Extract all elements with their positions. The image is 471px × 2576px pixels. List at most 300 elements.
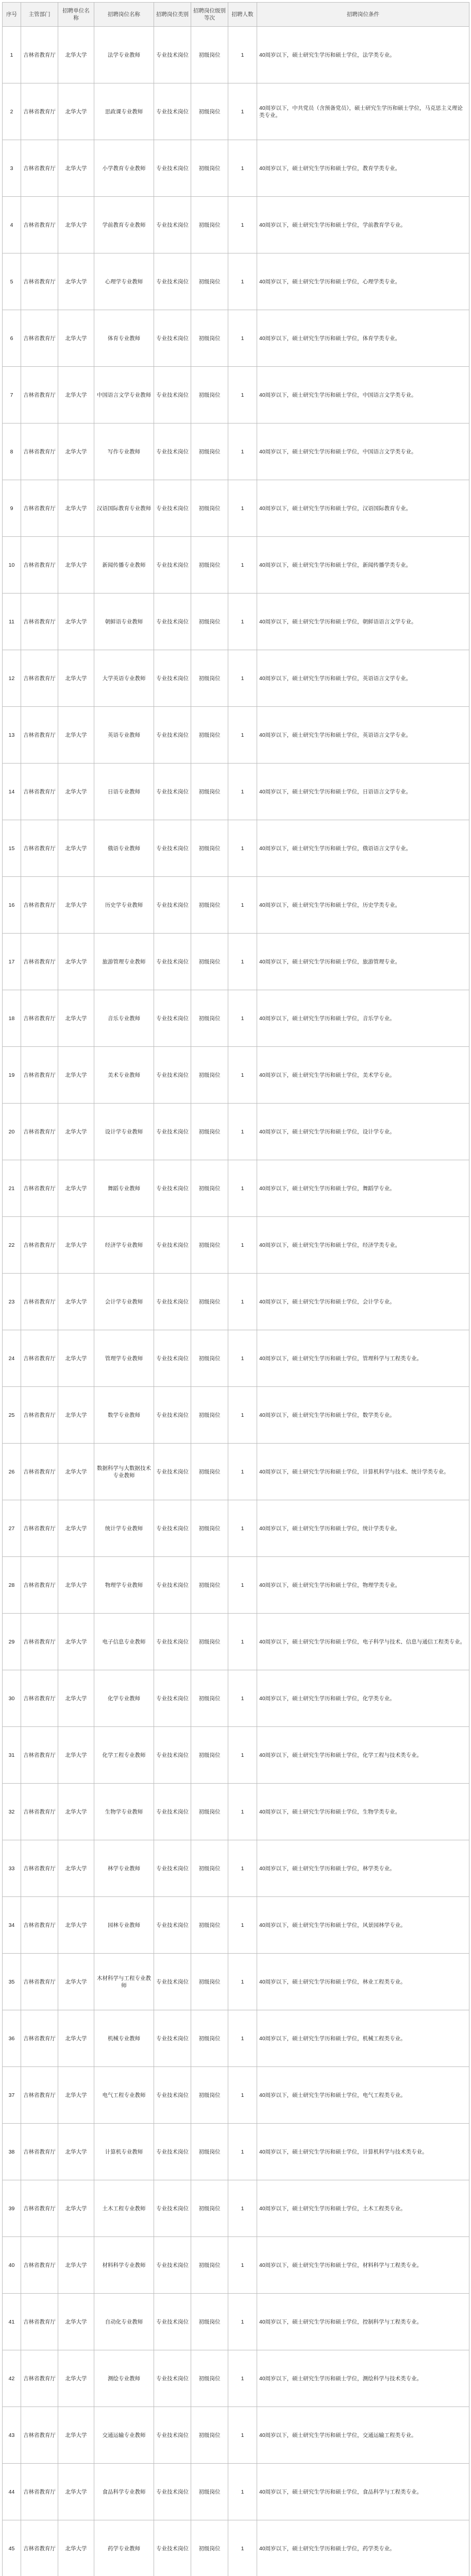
table-row (3, 2464, 469, 2520)
cell-category: 专业技术岗位 (154, 2237, 191, 2294)
cell-count: 1 (228, 2520, 257, 2576)
cell-category: 专业技术岗位 (154, 877, 191, 934)
cell-count: 1 (228, 140, 257, 197)
cell-unit: 北华大学 (58, 820, 94, 877)
cell-level: 初级岗位 (191, 2294, 228, 2350)
cell-requirements: 40周岁以下，硕士研究生学历和硕士学位，汉语国际教育专业。 (257, 480, 469, 537)
cell-category: 专业技术岗位 (154, 1500, 191, 1557)
cell-unit: 北华大学 (58, 1500, 94, 1557)
table-row (3, 423, 469, 480)
cell-requirements: 40周岁以下，硕士研究生学历和硕士学位，电气工程类专业。 (257, 2067, 469, 2124)
cell-post: 新闻传播专业教师 (94, 537, 154, 594)
cell-no: 5 (3, 253, 21, 310)
cell-unit: 北华大学 (58, 367, 94, 423)
cell-requirements: 40周岁以下，硕士研究生学历和硕士学位，交通运输工程类专业。 (257, 2407, 469, 2464)
cell-category: 专业技术岗位 (154, 594, 191, 650)
cell-no: 8 (3, 423, 21, 480)
cell-count: 1 (228, 2010, 257, 2067)
table-row (3, 1670, 469, 1727)
cell-unit: 北华大学 (58, 140, 94, 197)
table-row (3, 1727, 469, 1784)
cell-post: 大学英语专业教师 (94, 650, 154, 707)
cell-no: 13 (3, 707, 21, 764)
cell-level: 初级岗位 (191, 1160, 228, 1217)
cell-dept: 吉林省教育厅 (21, 1840, 58, 1897)
table-row (3, 2067, 469, 2124)
cell-unit: 北华大学 (58, 423, 94, 480)
cell-count: 1 (228, 480, 257, 537)
cell-requirements: 40周岁以下，硕士研究生学历和硕士学位，教育学类专业。 (257, 140, 469, 197)
cell-post: 会计学专业教师 (94, 1274, 154, 1330)
cell-post: 机械专业教师 (94, 2010, 154, 2067)
cell-unit: 北华大学 (58, 197, 94, 253)
cell-count: 1 (228, 934, 257, 990)
table-row (3, 1444, 469, 1500)
cell-unit: 北华大学 (58, 1954, 94, 2010)
cell-unit: 北华大学 (58, 1330, 94, 1387)
cell-no: 29 (3, 1614, 21, 1670)
cell-category: 专业技术岗位 (154, 2180, 191, 2237)
table-row (3, 1840, 469, 1897)
cell-requirements: 40周岁以下，硕士研究生学历和硕士学位，统计学类专业。 (257, 1500, 469, 1557)
cell-requirements: 40周岁以下，硕士研究生学历和硕士学位，测绘科学与技术类专业。 (257, 2350, 469, 2407)
cell-count: 1 (228, 1330, 257, 1387)
table-row (3, 2180, 469, 2237)
cell-post: 木材科学与工程专业教师 (94, 1954, 154, 2010)
cell-post: 美术专业教师 (94, 1047, 154, 1104)
cell-category: 专业技术岗位 (154, 1897, 191, 1954)
cell-unit: 北华大学 (58, 2464, 94, 2520)
cell-unit: 北华大学 (58, 1387, 94, 1444)
cell-level: 初级岗位 (191, 1897, 228, 1954)
cell-count: 1 (228, 1160, 257, 1217)
cell-post: 心理学专业教师 (94, 253, 154, 310)
cell-no: 14 (3, 764, 21, 820)
cell-post: 计算机专业教师 (94, 2124, 154, 2180)
cell-requirements: 40周岁以下，硕士研究生学历和硕士学位，新闻传播学类专业。 (257, 537, 469, 594)
cell-dept: 吉林省教育厅 (21, 2520, 58, 2576)
cell-requirements: 40周岁以下，硕士研究生学历和硕士学位，学前教育学专业。 (257, 197, 469, 253)
cell-count: 1 (228, 1897, 257, 1954)
cell-level: 初级岗位 (191, 1784, 228, 1840)
cell-count: 1 (228, 1104, 257, 1160)
cell-unit: 北华大学 (58, 27, 94, 83)
cell-level: 初级岗位 (191, 253, 228, 310)
cell-dept: 吉林省教育厅 (21, 2407, 58, 2464)
cell-level: 初级岗位 (191, 707, 228, 764)
cell-requirements: 40周岁以下，硕士研究生学历和硕士学位，化学类专业。 (257, 1670, 469, 1727)
cell-level: 初级岗位 (191, 2407, 228, 2464)
cell-level: 初级岗位 (191, 1500, 228, 1557)
cell-dept: 吉林省教育厅 (21, 1160, 58, 1217)
cell-no: 23 (3, 1274, 21, 1330)
cell-level: 初级岗位 (191, 2350, 228, 2407)
cell-count: 1 (228, 423, 257, 480)
cell-dept: 吉林省教育厅 (21, 820, 58, 877)
cell-post: 俄语专业教师 (94, 820, 154, 877)
cell-unit: 北华大学 (58, 2237, 94, 2294)
cell-category: 专业技术岗位 (154, 934, 191, 990)
cell-unit: 北华大学 (58, 1047, 94, 1104)
cell-count: 1 (228, 253, 257, 310)
cell-requirements: 40周岁以下，硕士研究生学历和硕士学位，会计学专业。 (257, 1274, 469, 1330)
cell-no: 24 (3, 1330, 21, 1387)
cell-count: 1 (228, 1217, 257, 1274)
cell-dept: 吉林省教育厅 (21, 140, 58, 197)
table-row (3, 1954, 469, 2010)
cell-dept: 吉林省教育厅 (21, 877, 58, 934)
cell-count: 1 (228, 764, 257, 820)
cell-level: 初级岗位 (191, 1954, 228, 2010)
cell-category: 专业技术岗位 (154, 2010, 191, 2067)
header-count: 招聘人数 (228, 3, 257, 27)
cell-no: 18 (3, 990, 21, 1047)
cell-level: 初级岗位 (191, 1557, 228, 1614)
cell-post: 英语专业教师 (94, 707, 154, 764)
cell-category: 专业技术岗位 (154, 1217, 191, 1274)
cell-dept: 吉林省教育厅 (21, 1387, 58, 1444)
cell-count: 1 (228, 2294, 257, 2350)
cell-no: 19 (3, 1047, 21, 1104)
cell-post: 法学专业教师 (94, 27, 154, 83)
table-row (3, 877, 469, 934)
table-row (3, 197, 469, 253)
cell-category: 专业技术岗位 (154, 820, 191, 877)
cell-post: 朝鲜语专业教师 (94, 594, 154, 650)
cell-no: 32 (3, 1784, 21, 1840)
cell-requirements: 40周岁以下，硕士研究生学历和硕士学位，设计学专业。 (257, 1104, 469, 1160)
cell-post: 物理学专业教师 (94, 1557, 154, 1614)
cell-category: 专业技术岗位 (154, 1840, 191, 1897)
cell-requirements: 40周岁以下，硕士研究生学历和硕士学位，体育学类专业。 (257, 310, 469, 367)
cell-level: 初级岗位 (191, 537, 228, 594)
cell-unit: 北华大学 (58, 2010, 94, 2067)
cell-category: 专业技术岗位 (154, 2520, 191, 2576)
cell-dept: 吉林省教育厅 (21, 2350, 58, 2407)
cell-post: 体育专业教师 (94, 310, 154, 367)
cell-dept: 吉林省教育厅 (21, 253, 58, 310)
cell-unit: 北华大学 (58, 594, 94, 650)
cell-post: 数学专业教师 (94, 1387, 154, 1444)
cell-no: 44 (3, 2464, 21, 2520)
cell-no: 16 (3, 877, 21, 934)
cell-level: 初级岗位 (191, 594, 228, 650)
cell-dept: 吉林省教育厅 (21, 2464, 58, 2520)
cell-category: 专业技术岗位 (154, 1160, 191, 1217)
cell-unit: 北华大学 (58, 1104, 94, 1160)
cell-category: 专业技术岗位 (154, 83, 191, 140)
cell-requirements: 40周岁以下，硕士研究生学历和硕士学位，数学类专业。 (257, 1387, 469, 1444)
cell-unit: 北华大学 (58, 2350, 94, 2407)
recruitment-table (2, 2, 469, 2576)
cell-requirements: 40周岁以下，硕士研究生学历和硕士学位，日语语言文学专业。 (257, 764, 469, 820)
cell-post: 化学专业教师 (94, 1670, 154, 1727)
cell-unit: 北华大学 (58, 1160, 94, 1217)
cell-count: 1 (228, 1500, 257, 1557)
cell-post: 汉语国际教育专业教师 (94, 480, 154, 537)
cell-level: 初级岗位 (191, 990, 228, 1047)
cell-post: 食品科学专业教师 (94, 2464, 154, 2520)
cell-category: 专业技术岗位 (154, 1274, 191, 1330)
cell-level: 初级岗位 (191, 423, 228, 480)
cell-category: 专业技术岗位 (154, 537, 191, 594)
table-row (3, 253, 469, 310)
cell-no: 12 (3, 650, 21, 707)
cell-no: 37 (3, 2067, 21, 2124)
cell-no: 11 (3, 594, 21, 650)
cell-no: 6 (3, 310, 21, 367)
cell-level: 初级岗位 (191, 2520, 228, 2576)
cell-requirements: 40周岁以下，硕士研究生学历和硕士学位，化学工程与技术类专业。 (257, 1727, 469, 1784)
cell-level: 初级岗位 (191, 1387, 228, 1444)
table-row (3, 367, 469, 423)
cell-requirements: 40周岁以下，硕士研究生学历和硕士学位，音乐学专业。 (257, 990, 469, 1047)
cell-unit: 北华大学 (58, 990, 94, 1047)
cell-count: 1 (228, 1557, 257, 1614)
cell-count: 1 (228, 2124, 257, 2180)
cell-unit: 北华大学 (58, 310, 94, 367)
cell-requirements: 40周岁以下，硕士研究生学历和硕士学位，心理学类专业。 (257, 253, 469, 310)
cell-dept: 吉林省教育厅 (21, 2067, 58, 2124)
table-row (3, 1387, 469, 1444)
cell-post: 旅游管理专业教师 (94, 934, 154, 990)
table-row (3, 1897, 469, 1954)
cell-post: 数据科学与大数据技术专业教师 (94, 1444, 154, 1500)
cell-no: 42 (3, 2350, 21, 2407)
cell-category: 专业技术岗位 (154, 764, 191, 820)
table-row (3, 990, 469, 1047)
cell-category: 专业技术岗位 (154, 480, 191, 537)
table-row (3, 310, 469, 367)
cell-dept: 吉林省教育厅 (21, 423, 58, 480)
header-no: 序号 (3, 3, 21, 27)
cell-no: 28 (3, 1557, 21, 1614)
cell-category: 专业技术岗位 (154, 650, 191, 707)
cell-category: 专业技术岗位 (154, 1727, 191, 1784)
cell-category: 专业技术岗位 (154, 2067, 191, 2124)
cell-post: 思政课专业教师 (94, 83, 154, 140)
cell-post: 药学专业教师 (94, 2520, 154, 2576)
cell-category: 专业技术岗位 (154, 27, 191, 83)
cell-category: 专业技术岗位 (154, 1387, 191, 1444)
cell-post: 小学教育专业教师 (94, 140, 154, 197)
cell-requirements: 40周岁以下，硕士研究生学历和硕士学位，英语语言文学专业。 (257, 707, 469, 764)
cell-category: 专业技术岗位 (154, 1104, 191, 1160)
cell-no: 15 (3, 820, 21, 877)
cell-requirements: 40周岁以下，硕士研究生学历和硕士学位，计算机科学与技术、统计学类专业。 (257, 1444, 469, 1500)
cell-dept: 吉林省教育厅 (21, 1500, 58, 1557)
cell-no: 17 (3, 934, 21, 990)
cell-dept: 吉林省教育厅 (21, 197, 58, 253)
cell-level: 初级岗位 (191, 650, 228, 707)
cell-count: 1 (228, 1274, 257, 1330)
cell-level: 初级岗位 (191, 140, 228, 197)
cell-unit: 北华大学 (58, 1727, 94, 1784)
cell-unit: 北华大学 (58, 1840, 94, 1897)
cell-count: 1 (228, 310, 257, 367)
cell-level: 初级岗位 (191, 2067, 228, 2124)
table-row (3, 1160, 469, 1217)
cell-unit: 北华大学 (58, 1897, 94, 1954)
cell-level: 初级岗位 (191, 2237, 228, 2294)
table-row (3, 934, 469, 990)
cell-category: 专业技术岗位 (154, 1557, 191, 1614)
cell-requirements: 40周岁以下，硕士研究生学历和硕士学位，中国语言文学类专业。 (257, 423, 469, 480)
cell-requirements: 40周岁以下，硕士研究生学历和硕士学位，朝鲜语语言文学专业。 (257, 594, 469, 650)
cell-category: 专业技术岗位 (154, 310, 191, 367)
cell-unit: 北华大学 (58, 537, 94, 594)
table-row (3, 27, 469, 83)
cell-level: 初级岗位 (191, 1840, 228, 1897)
cell-count: 1 (228, 2464, 257, 2520)
cell-requirements: 40周岁以下，硕士研究生学历和硕士学位，物理学类专业。 (257, 1557, 469, 1614)
cell-category: 专业技术岗位 (154, 253, 191, 310)
cell-no: 20 (3, 1104, 21, 1160)
cell-count: 1 (228, 1047, 257, 1104)
cell-no: 41 (3, 2294, 21, 2350)
cell-dept: 吉林省教育厅 (21, 1727, 58, 1784)
table-row (3, 1217, 469, 1274)
cell-post: 管理学专业教师 (94, 1330, 154, 1387)
cell-dept: 吉林省教育厅 (21, 934, 58, 990)
cell-dept: 吉林省教育厅 (21, 707, 58, 764)
header-dept: 主管部门 (21, 3, 58, 27)
table-row (3, 140, 469, 197)
cell-unit: 北华大学 (58, 1444, 94, 1500)
cell-requirements: 40周岁以下，硕士研究生学历和硕士学位，电子科学与技术、信息与通信工程类专业。 (257, 1614, 469, 1670)
cell-unit: 北华大学 (58, 1217, 94, 1274)
cell-no: 33 (3, 1840, 21, 1897)
cell-post: 电气工程专业教师 (94, 2067, 154, 2124)
cell-requirements: 40周岁以下，硕士研究生学历和硕士学位，计算机科学与技术类专业。 (257, 2124, 469, 2180)
table-row (3, 1557, 469, 1614)
cell-unit: 北华大学 (58, 2294, 94, 2350)
table-row (3, 2237, 469, 2294)
cell-no: 36 (3, 2010, 21, 2067)
cell-dept: 吉林省教育厅 (21, 1614, 58, 1670)
cell-level: 初级岗位 (191, 1727, 228, 1784)
cell-dept: 吉林省教育厅 (21, 1047, 58, 1104)
cell-dept: 吉林省教育厅 (21, 2180, 58, 2237)
cell-unit: 北华大学 (58, 707, 94, 764)
cell-no: 45 (3, 2520, 21, 2576)
cell-requirements: 40周岁以下，硕士研究生学历和硕士学位，俄语语言文学专业。 (257, 820, 469, 877)
cell-unit: 北华大学 (58, 1274, 94, 1330)
cell-post: 测绘专业教师 (94, 2350, 154, 2407)
cell-category: 专业技术岗位 (154, 1444, 191, 1500)
cell-count: 1 (228, 1444, 257, 1500)
cell-dept: 吉林省教育厅 (21, 1217, 58, 1274)
table-row (3, 764, 469, 820)
cell-post: 林学专业教师 (94, 1840, 154, 1897)
cell-unit: 北华大学 (58, 480, 94, 537)
cell-post: 电子信息专业教师 (94, 1614, 154, 1670)
cell-unit: 北华大学 (58, 253, 94, 310)
cell-no: 31 (3, 1727, 21, 1784)
cell-requirements: 40周岁以下，硕士研究生学历和硕士学位，旅游管理专业。 (257, 934, 469, 990)
cell-unit: 北华大学 (58, 2520, 94, 2576)
table-row (3, 1047, 469, 1104)
cell-dept: 吉林省教育厅 (21, 990, 58, 1047)
cell-dept: 吉林省教育厅 (21, 1330, 58, 1387)
cell-category: 专业技术岗位 (154, 140, 191, 197)
cell-requirements: 40周岁以下，硕士研究生学历和硕士学位，林学类专业。 (257, 1840, 469, 1897)
cell-dept: 吉林省教育厅 (21, 1104, 58, 1160)
table-row (3, 1330, 469, 1387)
table-row (3, 2124, 469, 2180)
cell-unit: 北华大学 (58, 1670, 94, 1727)
cell-post: 材料科学专业教师 (94, 2237, 154, 2294)
cell-dept: 吉林省教育厅 (21, 1557, 58, 1614)
cell-post: 生物学专业教师 (94, 1784, 154, 1840)
cell-post: 经济学专业教师 (94, 1217, 154, 1274)
cell-requirements: 40周岁以下，硕士研究生学历和硕士学位，美术学专业。 (257, 1047, 469, 1104)
cell-level: 初级岗位 (191, 1614, 228, 1670)
cell-count: 1 (228, 877, 257, 934)
cell-no: 21 (3, 1160, 21, 1217)
cell-unit: 北华大学 (58, 2067, 94, 2124)
table-row (3, 1274, 469, 1330)
cell-dept: 吉林省教育厅 (21, 83, 58, 140)
cell-count: 1 (228, 2237, 257, 2294)
cell-count: 1 (228, 1727, 257, 1784)
cell-requirements: 40周岁以下，硕士研究生学历和硕士学位，药学类专业。 (257, 2520, 469, 2576)
cell-level: 初级岗位 (191, 2010, 228, 2067)
cell-unit: 北华大学 (58, 2124, 94, 2180)
cell-dept: 吉林省教育厅 (21, 1670, 58, 1727)
cell-dept: 吉林省教育厅 (21, 1444, 58, 1500)
cell-category: 专业技术岗位 (154, 1670, 191, 1727)
cell-no: 4 (3, 197, 21, 253)
cell-count: 1 (228, 2067, 257, 2124)
cell-requirements: 40周岁以下，中共党员（含预备党员），硕士研究生学历和硕士学位，马克思主义理论类专业。 (257, 83, 469, 140)
cell-post: 土木工程专业教师 (94, 2180, 154, 2237)
cell-level: 初级岗位 (191, 1217, 228, 1274)
cell-no: 10 (3, 537, 21, 594)
cell-no: 35 (3, 1954, 21, 2010)
cell-requirements: 40周岁以下，硕士研究生学历和硕士学位，控制科学与工程类专业。 (257, 2294, 469, 2350)
cell-category: 专业技术岗位 (154, 1330, 191, 1387)
cell-requirements: 40周岁以下，硕士研究生学历和硕士学位，中国语言文学类专业。 (257, 367, 469, 423)
cell-dept: 吉林省教育厅 (21, 1897, 58, 1954)
cell-no: 40 (3, 2237, 21, 2294)
cell-dept: 吉林省教育厅 (21, 650, 58, 707)
cell-count: 1 (228, 1387, 257, 1444)
cell-requirements: 40周岁以下，硕士研究生学历和硕士学位，历史学类专业。 (257, 877, 469, 934)
cell-category: 专业技术岗位 (154, 1954, 191, 2010)
cell-requirements: 40周岁以下，硕士研究生学历和硕士学位，食品科学与工程类专业。 (257, 2464, 469, 2520)
cell-post: 舞蹈专业教师 (94, 1160, 154, 1217)
cell-count: 1 (228, 650, 257, 707)
cell-post: 写作专业教师 (94, 423, 154, 480)
cell-no: 22 (3, 1217, 21, 1274)
cell-requirements: 40周岁以下，硕士研究生学历和硕士学位，风景园林学专业。 (257, 1897, 469, 1954)
cell-no: 34 (3, 1897, 21, 1954)
header-unit: 招聘单位名称 (58, 3, 94, 27)
cell-requirements: 40周岁以下，硕士研究生学历和硕士学位，舞蹈学专业。 (257, 1160, 469, 1217)
cell-category: 专业技术岗位 (154, 2464, 191, 2520)
table-row (3, 820, 469, 877)
cell-unit: 北华大学 (58, 934, 94, 990)
cell-post: 统计学专业教师 (94, 1500, 154, 1557)
cell-category: 专业技术岗位 (154, 423, 191, 480)
cell-count: 1 (228, 2407, 257, 2464)
table-row (3, 1614, 469, 1670)
cell-level: 初级岗位 (191, 27, 228, 83)
cell-level: 初级岗位 (191, 2180, 228, 2237)
cell-level: 初级岗位 (191, 2124, 228, 2180)
cell-no: 3 (3, 140, 21, 197)
